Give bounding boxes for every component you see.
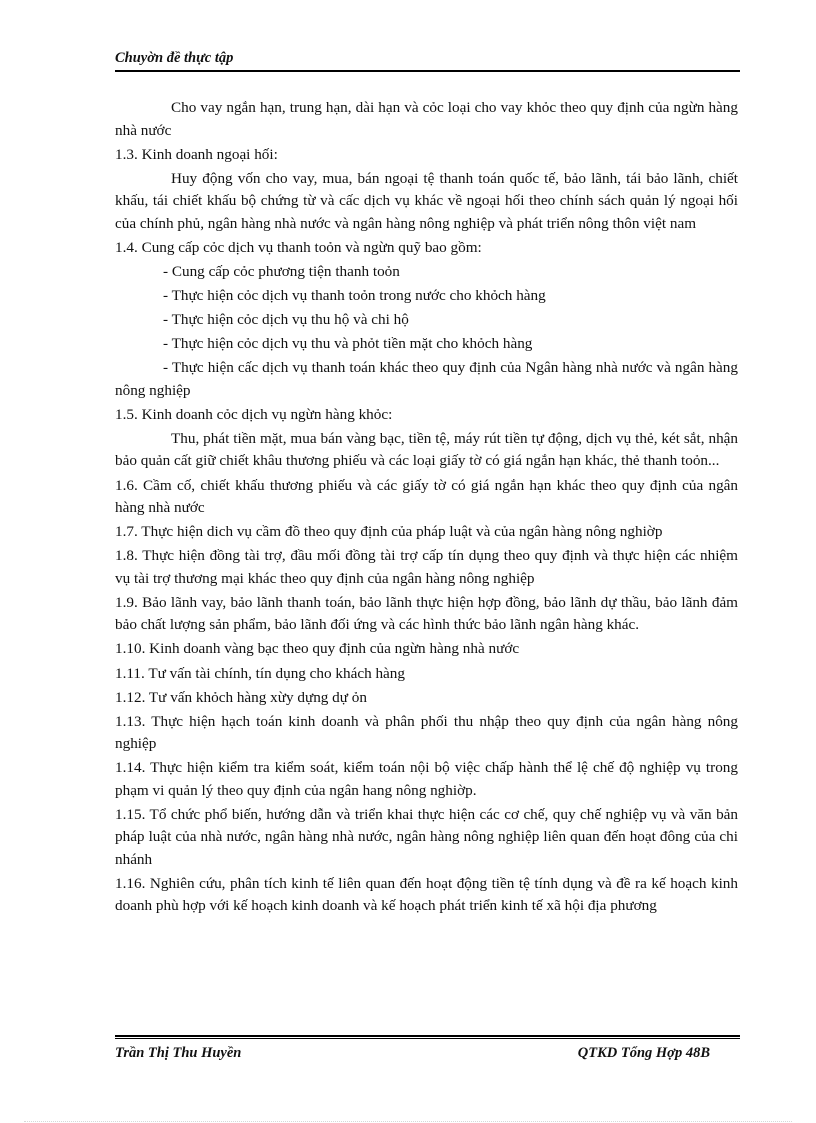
header-rule (115, 70, 740, 72)
item-1-16: 1.16. Nghiên cứu, phân tích kinh tế liên quan đến hoạt động tiền tệ tính dụng và đề ra kế hoạch kinh doanh phù hợp với kế hoạch kinh doanh và kế hoạch phát triển kinh tế xã hội địa phương (115, 874, 738, 915)
item-1-11: 1.11. Tư vấn tài chính, tín dụng cho khách hàng (115, 664, 405, 682)
heading-1-3: 1.3. Kinh doanh ngoại hối: (115, 145, 278, 163)
item-1-8: 1.8. Thực hiện đồng tài trợ, đầu mối đồng tài trợ cấp tín dụng theo quy định và thực hiện các nhiệm vụ tài trợ thương mại khác theo quy định của ngân hàng nông nghiệp (115, 547, 738, 587)
item-1-6: 1.6. Cầm cố, chiết khấu thương phiếu và các giấy tờ có giá ngắn hạn khác theo quy định của ngân hàng nhà nước (115, 476, 738, 517)
bullet-item: - Thực hiện cỏc dịch vụ thu hộ và chi hộ (163, 311, 409, 329)
document-body (115, 97, 738, 920)
heading-1-4: 1.4. Cung cấp cỏc dịch vụ thanh toỏn và ngừn quỹ bao gồm: (115, 238, 482, 256)
item-1-9: 1.9. Bảo lãnh vay, bảo lãnh thanh toán, bảo lãnh thực hiện hợp đồng, bảo lãnh dự thầu, bảo lãnh đảm bảo chất lượng sản phẩm, bảo lãnh đối ứng và các hình thức bảo lãnh ngân hàng khác. (115, 593, 738, 634)
item-1-10: 1.10. Kinh doanh vàng bạc theo quy định của ngừn hàng nhà nước (115, 640, 520, 658)
footer-author: Trần Thị Thu Huyền (115, 1045, 242, 1061)
item-1-15: 1.15. Tổ chức phổ biến, hướng dẫn và triển khai thực hiện các cơ chế, quy chế nghiệp vụ và văn bản pháp luật của nhà nước, ngân hàng nhà nước, ngân hàng nông nghiệp liên quan đến hoạt đông của chi nhánh (115, 805, 738, 868)
paragraph-other-services: Thu, phát tiền mặt, mua bán vàng bạc, tiền tệ, máy rút tiền tự động, dịch vụ thẻ, két sắt, nhận bảo quản cất giữ chiết khâu thương phiếu và các loại giấy tờ có giá ngắn hạn khác, thẻ thanh toỏn... (115, 429, 738, 470)
bullet-item: - Cung cấp cỏc phương tiện thanh toỏn (163, 262, 400, 280)
item-1-12: 1.12. Tư vấn khỏch hàng xừy dựng dự ỏn (115, 688, 367, 706)
item-1-7: 1.7. Thực hiện dich vụ cầm đồ theo quy định của pháp luật và của ngân hàng nông nghiờp (115, 523, 663, 541)
footer-rule-thick (115, 1035, 740, 1037)
bullet-item: - Thực hiện cỏc dịch vụ thu và phỏt tiền mặt cho khỏch hàng (163, 335, 533, 353)
footer-class: QTKD Tổng Hợp 48B (577, 1045, 710, 1061)
bullet-item: - Thực hiện cấc dịch vụ thanh toán khác theo quy định của Ngân hàng nhà nước và ngân hàng nông nghiệp (115, 359, 738, 399)
heading-1-5: 1.5. Kinh doanh cỏc dịch vụ ngừn hàng khỏc: (115, 405, 393, 423)
footer-row (115, 1043, 740, 1063)
paragraph-forex: Huy động vốn cho vay, mua, bán ngoại tệ thanh toán quốc tế, bảo lãnh, tái bảo lãnh, chiết khấu, tái chiết khấu bộ chứng từ và cấc dịch vụ khác về ngoại hối theo chính sách quản lý ngoại hối của chính phủ, ngân hàng nhà nước và ngân hàng nông nghiệp và phát triển nông thôn việt nam (115, 169, 738, 232)
page-bottom-border (24, 1121, 792, 1122)
page-header (115, 48, 740, 72)
bullet-item: - Thực hiện cỏc dịch vụ thanh toỏn trong nước cho khỏch hàng (163, 286, 546, 304)
item-1-13: 1.13. Thực hiện hạch toán kinh doanh và phân phối thu nhập theo quy định của ngân hàng nông nghiệp (115, 712, 738, 753)
header-title: Chuyờn đề thực tập (115, 50, 234, 66)
footer-rule-thin (115, 1038, 740, 1039)
paragraph-loans: Cho vay ngắn hạn, trung hạn, dài hạn và cỏc loại cho vay khỏc theo quy định của ngừn hàng nhà nước (115, 99, 738, 139)
item-1-14: 1.14. Thực hiện kiểm tra kiểm soát, kiểm toán nội bộ việc chấp hành thể lệ chế độ nghiệp vụ trong phạm vi quản lý theo quy định của ngân hang nông nghiờp. (115, 759, 738, 799)
page-footer (115, 1035, 740, 1063)
